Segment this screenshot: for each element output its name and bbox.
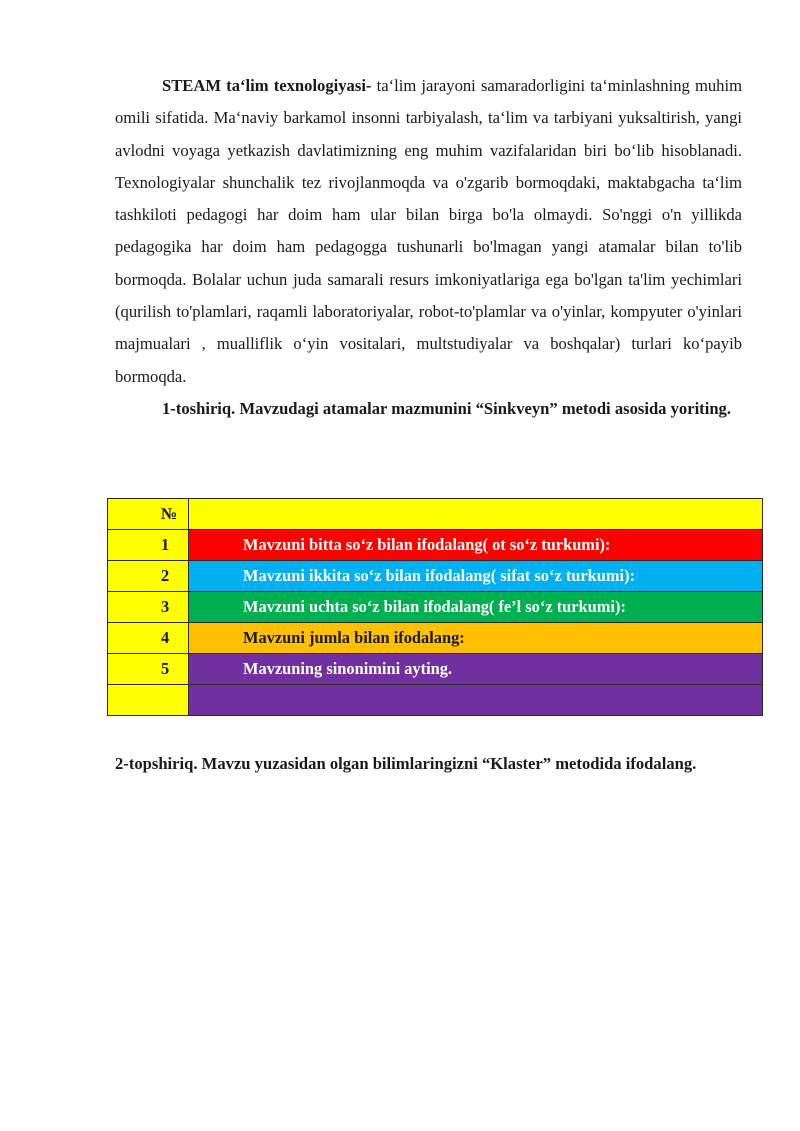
task2-heading	[115, 748, 742, 780]
row-number: 3	[108, 592, 189, 623]
table-header-num: №	[108, 499, 189, 530]
row-text: Mavzuni bitta so‘z bilan ifodalang( ot so‘z turkumi):	[189, 530, 763, 561]
row-number: 4	[108, 623, 189, 654]
task2-block	[115, 748, 742, 780]
task1-heading	[115, 393, 742, 425]
intro-text: ta‘lim jarayoni samaradorligini ta‘minlashning muhim omili sifatida. Ma‘naviy barkamol insonni tarbiyalash, ta‘lim va tarbiyani yuksaltirish, yangi avlodni voyaga yetkazish davlatimizning eng muhim vazifalaridan biri bo‘lib hisoblanadi. Texnologiyalar shunchalik tez rivojlanmoqda va o'zgarib bormoqdaki, maktabgacha ta‘lim tashkiloti pedagogi har doim ham ular bilan birga bo'la olmaydi. So'nggi o'n yillikda pedagogika har doim ham pedagogga tushunarli bo'lmagan yangi atamalar bilan to'lib bormoqda. Bolalar uchun juda samarali resurs imkoniyatlariga ega bo'lgan ta'lim yechimlari (qurilish to'plamlari, raqamli laboratoriyalar, robot-to'plamlar va o'yinlar, kompyuter o'yinlari majmualari , mualliflik o‘yin vositalari, multstudiyalar va boshqalar) turlari ko‘payib bormoqda.	[115, 76, 742, 386]
table-empty-row	[108, 685, 763, 716]
table-header-text	[189, 499, 763, 530]
table-header-row	[108, 499, 763, 530]
row-number: 1	[108, 530, 189, 561]
table-row	[108, 623, 763, 654]
row-text: Mavzuning sinonimini ayting.	[189, 654, 763, 685]
row-text-empty	[189, 685, 763, 716]
document-body	[115, 70, 742, 425]
table-row	[108, 592, 763, 623]
task1-text: 1-toshiriq. Mavzudagi atamalar mazmunini “Sinkveyn” metodi asosida yoriting.	[162, 398, 731, 418]
row-text: Mavzuni jumla bilan ifodalang:	[189, 623, 763, 654]
table-row	[108, 654, 763, 685]
intro-bold-lead: STEAM ta‘lim texnologiyasi-	[162, 76, 372, 95]
row-number: 2	[108, 561, 189, 592]
intro-paragraph	[115, 70, 742, 393]
row-text: Mavzuni ikkita so‘z bilan ifodalang( sifat so‘z turkumi):	[189, 561, 763, 592]
row-text: Mavzuni uchta so‘z bilan ifodalang( fe’l so‘z turkumi):	[189, 592, 763, 623]
row-number: 5	[108, 654, 189, 685]
task2-text: 2-topshiriq. Mavzu yuzasidan olgan bilimlaringizni “Klaster” metodida ifodalang.	[115, 754, 697, 773]
table-row	[108, 530, 763, 561]
sinkveyn-table	[107, 498, 763, 716]
row-number-empty	[108, 685, 189, 716]
table-row	[108, 561, 763, 592]
